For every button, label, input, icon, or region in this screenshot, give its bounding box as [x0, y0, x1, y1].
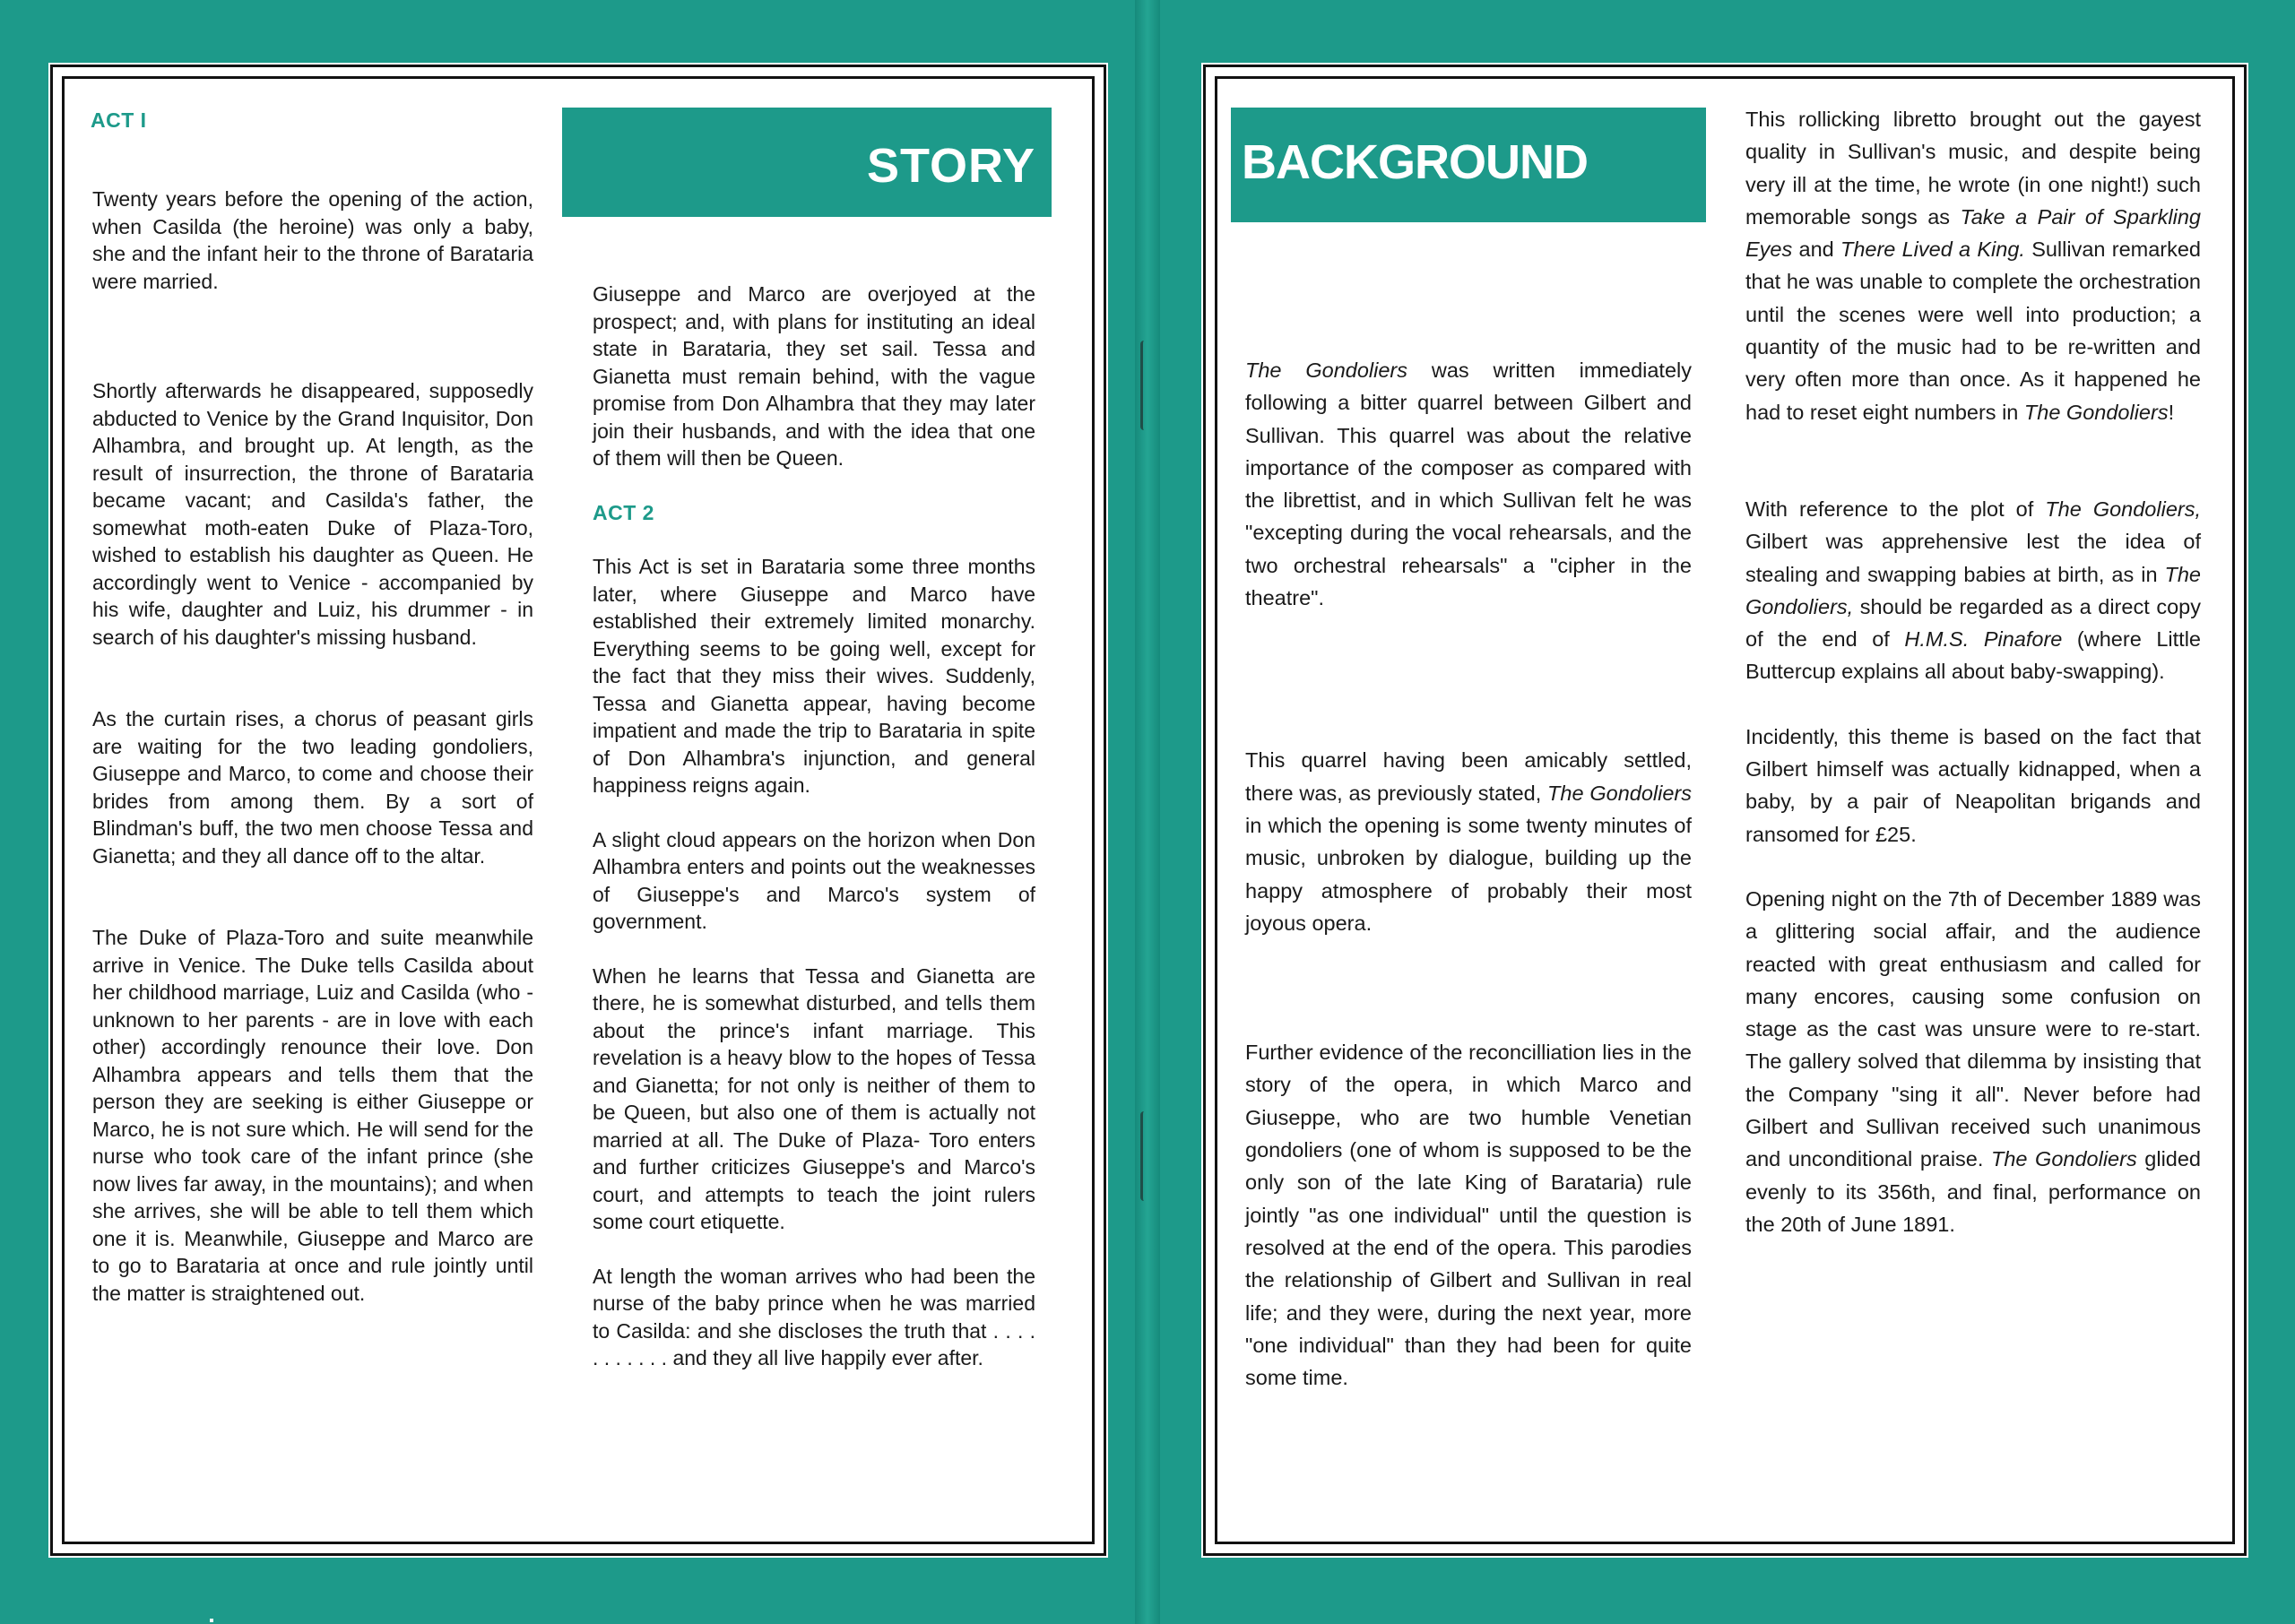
paragraph-text: This quarrel having been amicably settled, there was, as previously stated,	[1245, 748, 1692, 805]
story-paragraph: When he learns that Tessa and Gianetta are there, he is somewhat disturbed, and tells them about the prince's infant marriage. This revelation is a heavy blow to the hopes of Tessa and Gianetta; for not only is neither of them to be Queen, but also one of them is actually not married at all. The Duke of Plaza- Toro enters and further criticizes Giuseppe's and Marco's court, and attempts to teach the joint rulers some court etiquette.	[593, 963, 1035, 1233]
paragraph-text: was written immediately following a bitter quarrel between Gilbert and Sullivan. This quarrel was about the relative importance of the composer as compared with the librettist, and in which Sullivan felt he was "excepting during the vocal rehearsals, and the two orchestral rehearsals" a "cipher in the theatre".	[1245, 358, 1692, 610]
story-paragraph: A slight cloud appears on the horizon when Don Alhambra enters and points out the weaknesses of Giuseppe's and Marco's system of government.	[593, 827, 1035, 933]
right-page	[1203, 65, 2247, 1556]
story-col-2	[593, 281, 1035, 1372]
story-paragraph: Giuseppe and Marco are overjoyed at the prospect; and, with plans for instituting an ideal state in Barataria, they set sail. Tessa and Gianetta must remain behind, with the vague promise from Don Alhambra that they may later join their husbands, and with the idea that one of them will then be Queen.	[593, 282, 1035, 470]
title-italic: The Gondoliers	[1245, 358, 1408, 382]
booklet-spine	[1135, 0, 1160, 1624]
story-paragraph: Shortly afterwards he disappeared, supposedly abducted to Venice by the Grand Inquisitor, Don Alhambra, and brought up. At length, as the result of insurrection, the throne of Barataria became vacant; and Casilda's father, the somewhat moth-eaten Duke of Plaza-Toro, wished to establish his daughter as Queen. He accordingly went to Venice - accompanied by his wife, daughter and Luiz, his drummer - in search of his daughter's missing husband.	[92, 379, 533, 649]
left-page	[50, 65, 1106, 1556]
title-italic: The Gondoliers	[2023, 400, 2169, 424]
background-paragraph	[1745, 493, 2201, 688]
background-col-2	[1745, 103, 2201, 1240]
story-paragraph: At length the woman arrives who had been the nurse of the baby prince when he was married to Casilda: and she discloses the truth that . . . . . . . . . . . and they all live happily ever after.	[593, 1264, 1035, 1369]
paragraph-text: in which the opening is some twenty minutes of music, unbroken by dialogue, building up the happy atmosphere of probably their most joyous opera.	[1245, 813, 1692, 935]
scan-speck	[210, 1619, 213, 1622]
act1-heading: ACT I	[91, 108, 147, 132]
background-col-1	[1245, 354, 1692, 1394]
staple-bottom	[1140, 1111, 1148, 1201]
paragraph-text: With reference to the plot of	[1745, 497, 2046, 521]
background-paragraph	[1745, 883, 2201, 1240]
story-paragraph: The Duke of Plaza-Toro and suite meanwhile arrive in Venice. The Duke tells Casilda about her childhood marriage, Luiz and Casilda (who - unknown to her parents - are in love with each other) accordingly renounce their love. Don Alhambra appears and tells them that the person they are seeking is either Giuseppe or Marco, he is not sure which. He will send for the nurse who took care of the infant prince (she now lives far away, in the mountains); and when she arrives, she will be able to tell them which one it is. Meanwhile, Giuseppe and Marco are to go to Barataria at once and rule jointly until the matter is straightened out.	[92, 926, 533, 1305]
song-title-italic: There Lived a King.	[1840, 238, 2025, 262]
title-italic: The Gondoliers	[1547, 781, 1692, 805]
act2-heading: ACT 2	[593, 500, 654, 524]
story-paragraph: This Act is set in Barataria some three months later, where Giuseppe and Marco have established their extremely limited monarchy. Everything seems to be going well, except for the fact that they miss their wives. Suddenly, Tessa and Gianetta appear, having become impatient and made the trip to Barataria in spite of Don Alhambra's injunction, and general happiness reigns again.	[593, 555, 1035, 797]
paragraph-text: !	[2168, 400, 2175, 424]
paragraph-text: (where Little Buttercup explains all about baby-swapping).	[1745, 627, 2201, 684]
background-paragraph: Further evidence of the reconcilliation lies in the story of the opera, in which Marco and Giuseppe, who are two humble Venetian gondoliers (one of whom is supposed to be the only son of the late King of Barataria) rule jointly "as one individual" until the question is resolved at the end of the opera. This parodies the relationship of Gilbert and Sullivan in real life; and they were, during the next year, more "one individual" than they had been for quite some time.	[1245, 1041, 1692, 1390]
background-banner	[1231, 108, 1706, 222]
title-italic: The Gondoliers	[1990, 1147, 2137, 1171]
background-paragraph	[1245, 354, 1692, 614]
background-paragraph	[1745, 103, 2201, 428]
staple-top	[1140, 341, 1148, 430]
story-banner	[562, 108, 1052, 217]
paragraph-text: glided evenly to its 356th, and final, performance on the 20th of June 1891.	[1745, 1147, 2201, 1236]
background-paragraph: Incidently, this theme is based on the fact that Gilbert himself was actually kidnapped, when a baby, by a pair of Neapolitan brigands and ransomed for £25.	[1745, 724, 2201, 846]
title-italic: H.M.S. Pinafore	[1904, 627, 2063, 652]
background-paragraph	[1245, 744, 1692, 939]
story-paragraph: Twenty years before the opening of the action, when Casilda (the heroine) was only a baby, she and the infant heir to the throne of Barataria were married.	[92, 187, 533, 293]
title-italic: The Gondoliers,	[2045, 497, 2201, 521]
paragraph-text: Gilbert was apprehensive lest the idea of stealing and swapping babies at birth, as in	[1745, 530, 2201, 586]
paragraph-text: should be regarded as a direct copy of the end of	[1745, 594, 2201, 652]
paragraph-text: and	[1792, 238, 1840, 262]
story-paragraph: As the curtain rises, a chorus of peasant girls are waiting for the two leading gondoliers, Giuseppe and Marco, to come and choose their brides from among them. By a sort of Blindman's buff, the two men choose Tessa and Gianetta; and they all dance off to the altar.	[92, 707, 533, 868]
paragraph-text: Sullivan remarked that he was unable to complete the orchestration until the scenes were well into production; a quantity of the music had to be re-written and very often more than once. As it happened he had to reset eight numbers in	[1745, 238, 2201, 424]
song-title-italic: Take a Pair of Sparkling Eyes	[1745, 204, 2201, 262]
paragraph-text: Opening night on the 7th of December 1889 was a glittering social affair, and the audience reacted with great enthusiasm and called for many encores, causing some confusion on stage as the cast was unsure were to re-start. The gallery solved that dilemma by insisting that the Company "sing it all". Never before had Gilbert and Sullivan received such unanimous and unconditional praise.	[1745, 886, 2201, 1171]
story-col-1	[92, 186, 533, 1307]
title-italic: The Gondoliers,	[1745, 562, 2201, 618]
story-title: STORY	[866, 139, 1035, 193]
background-title: BACKGROUND	[1242, 135, 1588, 189]
paragraph-text: This rollicking libretto brought out the gayest quality in Sullivan's music, and despite being very ill at the time, he wrote (in one night!) such memorable songs as	[1745, 108, 2201, 229]
